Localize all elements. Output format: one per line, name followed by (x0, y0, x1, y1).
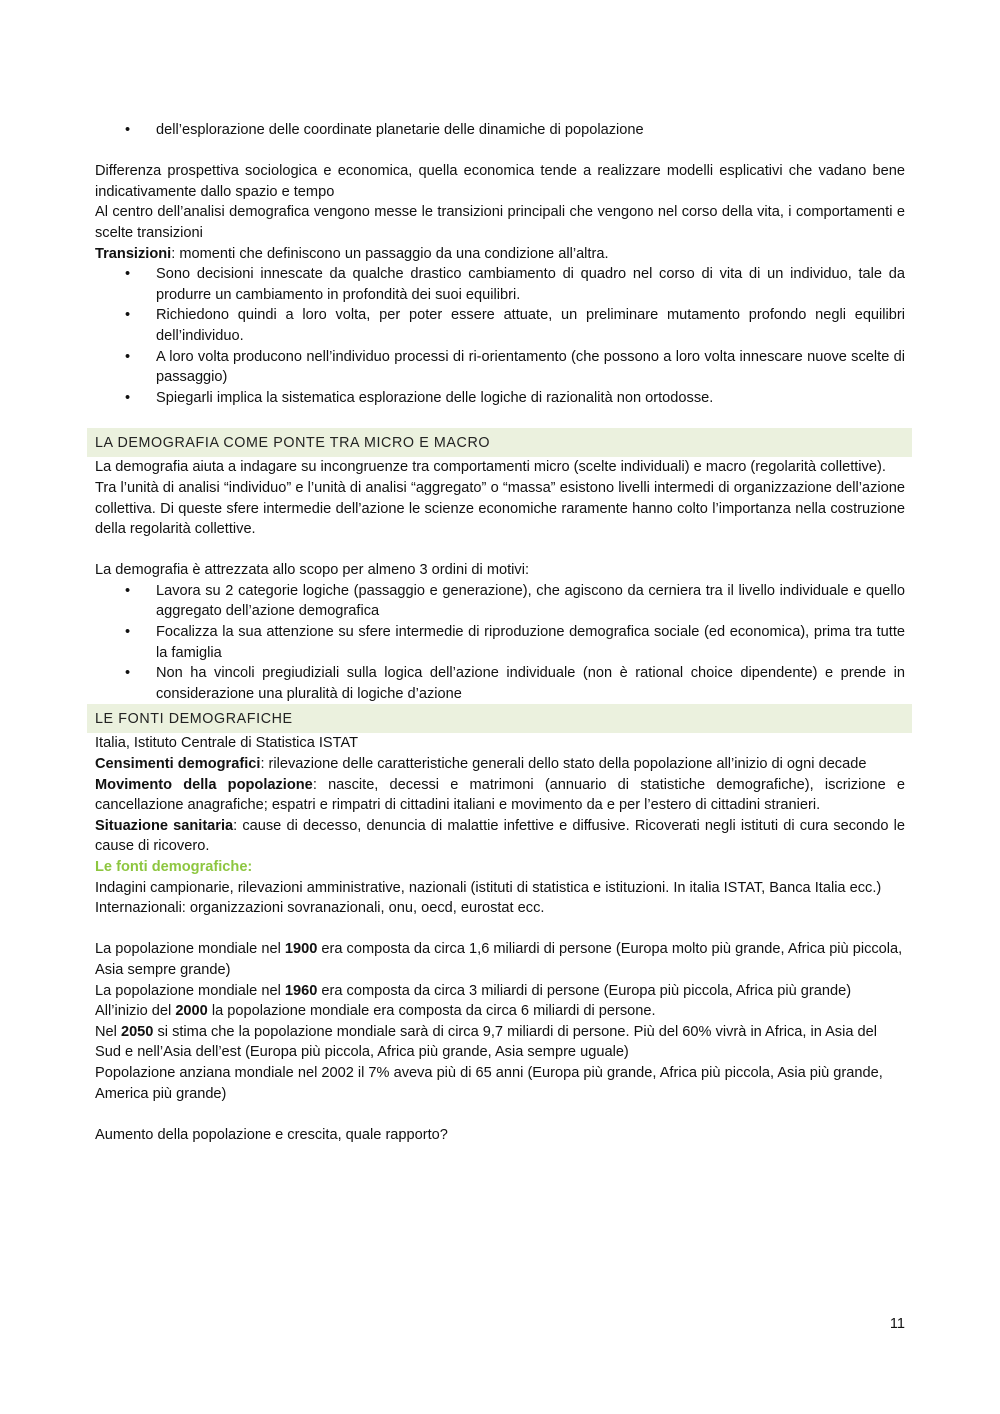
population-line: La popolazione mondiale nel 1960 era composta da circa 3 miliardi di persone (Europa più piccola, Africa più grande) (95, 982, 852, 999)
term: Transizioni (95, 245, 172, 262)
motivi-list (95, 581, 905, 705)
transizioni-list (95, 264, 905, 408)
censimenti-definition: Censimenti demografici: rilevazione delle caratteristiche generali dello stato della popolazione all’inizio di ogni decade (95, 756, 867, 773)
fonti-label: Le fonti demografiche: (95, 859, 253, 875)
movimento-definition: Movimento della popolazione: nascite, decessi e matrimoni (annuario di statistiche demografiche), iscrizione e cancellazione anagrafiche; espatri e rimpatri di cittadini italiani e movimento da e per l’estero di cittadini stranieri. (95, 776, 906, 814)
section-heading: LA DEMOGRAFIA COME PONTE TRA MICRO E MACRO (87, 428, 912, 457)
list-item: • Lavora su 2 categorie logiche (passaggio e generazione), che agiscono da cerniera tra il livello individuale e quello aggregato dell’azione demografica (95, 581, 905, 622)
list-item: • Richiedono quindi a loro volta, per poter essere attuate, un preliminare mutamento profondo negli equilibri dell’individuo. (95, 305, 905, 346)
paragraph: Tra l’unità di analisi “individuo” e l’unità di analisi “aggregato” o “massa” esistono livelli intermedi di organizzazione dell’azione collettiva. Di queste sfere intermedie dell’azione le scienze economiche raramente hanno colto l’importanza nella costruzione della regolarità collettive. (95, 479, 905, 538)
page-number: 11 (889, 1316, 905, 1332)
paragraph: La demografia aiuta a indagare su incongruenze tra comportamenti micro (scelte individuali) e macro (regolarità collettive). (95, 459, 886, 476)
paragraph: Aumento della popolazione e crescita, quale rapporto? (95, 1126, 448, 1143)
list-item: • Spiegarli implica la sistematica esplorazione delle logiche di razionalità non ortodosse. (95, 388, 905, 409)
list-item: • A loro volta producono nell’individuo processi di ri-orientamento (che possono a loro volta innescare nuove scelte di passaggio) (95, 347, 905, 388)
paragraph: Al centro dell’analisi demografica vengono messe le transizioni principali che vengono nel corso della vita, i comportamenti e scelte transizioni (95, 204, 905, 241)
paragraph: Italia, Istituto Centrale di Statistica ISTAT (95, 735, 359, 752)
list-item: • Focalizza la sua attenzione su sfere intermedie di riproduzione demografica sociale (ed economica), prima tra tutte la famiglia (95, 622, 905, 663)
population-line: La popolazione mondiale nel 1900 era composta da circa 1,6 miliardi di persone (Europa molto più grande, Africa più piccola, Asia sempre grande) (95, 941, 903, 978)
paragraph: Indagini campionarie, rilevazioni amministrative, nazionali (istituti di statistica e istituzioni. In italia ISTAT, Banca Italia ecc.) (95, 879, 882, 896)
population-line: All’inizio del 2000 la popolazione mondiale era composta da circa 6 miliardi di persone. (95, 1003, 656, 1020)
section-heading: LE FONTI DEMOGRAFICHE (87, 704, 912, 733)
list-item: • dell’esplorazione delle coordinate planetarie delle dinamiche di popolazione (95, 120, 905, 141)
intro-list (95, 120, 905, 141)
paragraph: Popolazione anziana mondiale nel 2002 il 7% aveva più di 65 anni (Europa più grande, Africa più piccola, Asia più grande, America più grande) (95, 1064, 883, 1102)
paragraph: Differenza prospettiva sociologica e economica, quella economica tende a realizzare modelli esplicativi che vadano bene indicativamente dallo spazio e tempo (95, 163, 905, 200)
list-item: • Non ha vincoli pregiudiziali sulla logica dell’azione individuale (non è rational choice dipendente) e prende in considerazione una pluralità di logiche d’azione (95, 663, 905, 704)
page-content (95, 120, 905, 1145)
list-item: • Sono decisioni innescate da qualche drastico cambiamento di quadro nel corso di vita di un individuo, tale da produrre un cambiamento in profondità dei suoi equilibri. (95, 264, 905, 305)
paragraph: Internazionali: organizzazioni sovranazionali, onu, oecd, eurostat ecc. (95, 900, 545, 917)
transizioni-definition: Transizioni: momenti che definiscono un passaggio da una condizione all’altra. (95, 245, 609, 262)
population-line: Nel 2050 si stima che la popolazione mondiale sarà di circa 9,7 miliardi di persone. Più del 60% vivrà in Africa, in Asia del Sud e nell’Asia dell’est (Europa più piccola, Africa più grande, Asia sempre uguale) (95, 1023, 877, 1061)
sanitaria-definition: Situazione sanitaria: cause di decesso, denuncia di malattie infettive e diffusive. Ricoverati negli istituti di cura secondo le cause di ricovero. (95, 817, 906, 855)
paragraph: La demografia è attrezzata allo scopo per almeno 3 ordini di motivi: (95, 562, 529, 579)
